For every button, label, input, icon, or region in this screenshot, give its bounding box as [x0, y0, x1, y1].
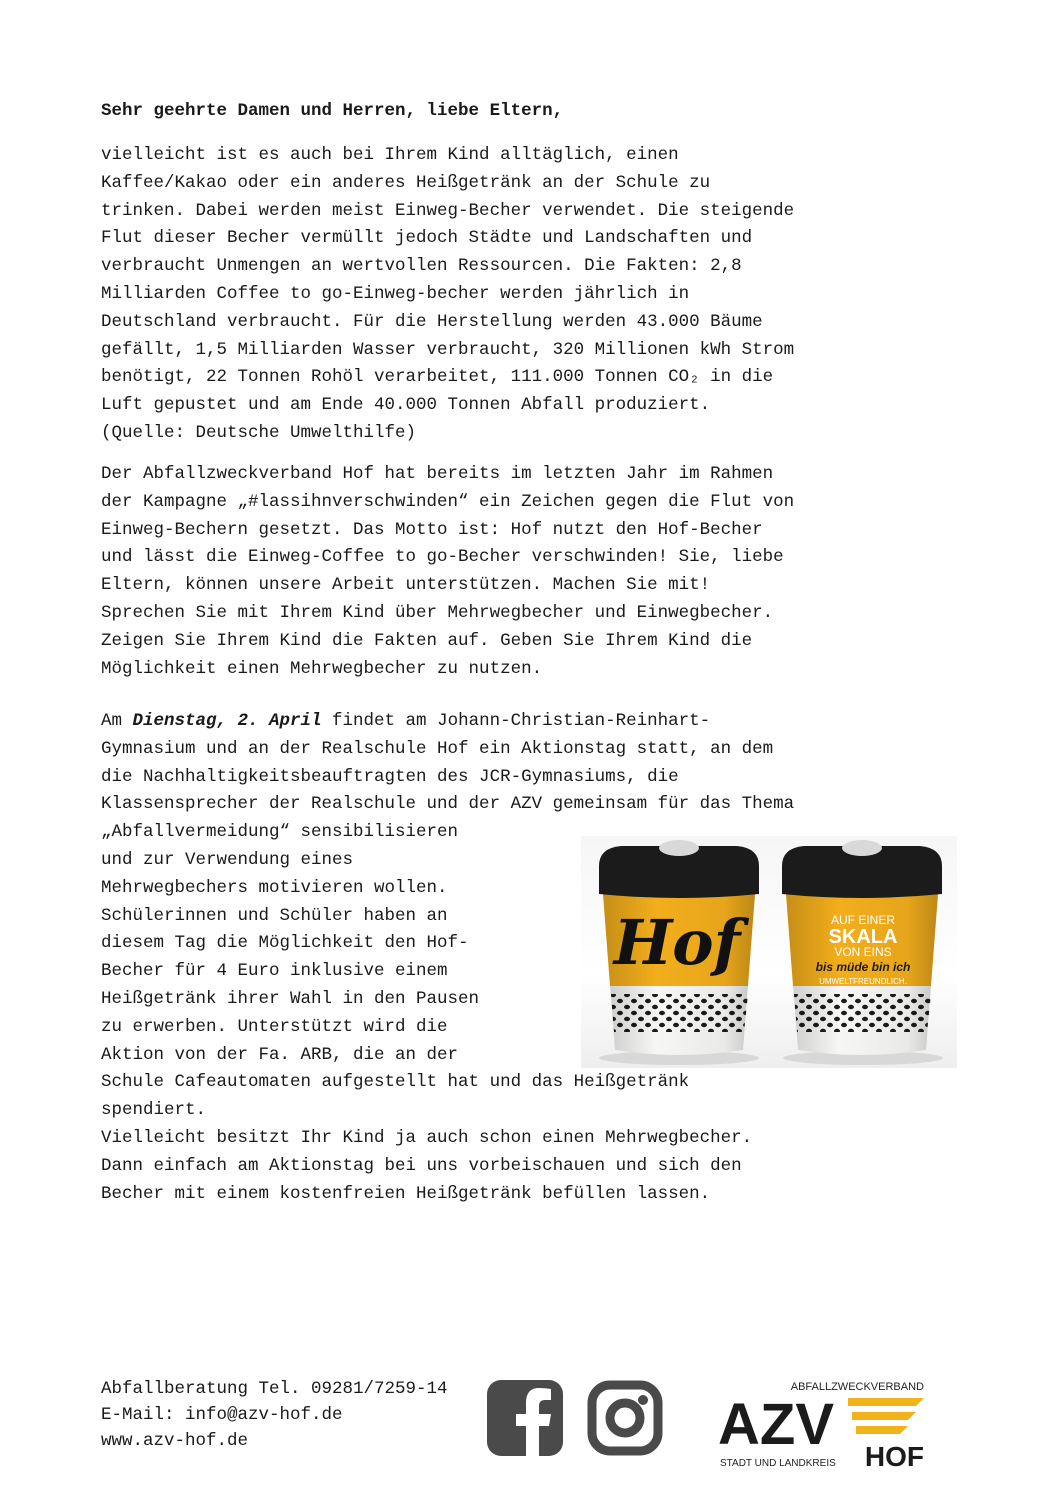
cup-skala: [782, 840, 942, 1055]
cup-hof: [599, 840, 759, 1055]
footer-email[interactable]: E-Mail: info@azv-hof.de: [101, 1405, 343, 1425]
text-line: Deutschland verbraucht. Für die Herstellung werden 43.000 Bäume: [101, 311, 763, 332]
text-line: diesem Tag die Möglichkeit den Hof-: [101, 933, 469, 954]
text-line: Schülerinnen und Schüler haben an: [101, 905, 448, 926]
facebook-icon[interactable]: [487, 1380, 563, 1461]
logo-bottom-right-text: HOF: [864, 1441, 924, 1468]
text-line: Eltern, können unsere Arbeit unterstützen. Machen Sie mit!: [101, 575, 711, 596]
footer-contact: [101, 1376, 448, 1454]
paragraph-campaign: [101, 461, 794, 683]
text-line: (Quelle: Deutsche Umwelthilfe): [101, 422, 417, 443]
cup-hof-label: Hof: [613, 906, 741, 979]
cup-text-line: VON EINS: [834, 945, 892, 959]
text-line: Heißgetränk ihrer Wahl in den Pausen: [101, 988, 480, 1009]
text-line: die Nachhaltigkeitsbeauftragten des JCR-Gymnasiums, die: [101, 766, 679, 787]
date-emphasis: Dienstag, 2. April: [132, 711, 322, 731]
text-line: benötigt, 22 Tonnen Rohöl verarbeitet, 111.000 Tonnen CO₂ in die: [101, 367, 774, 388]
text-line: gefällt, 1,5 Milliarden Wasser verbraucht, 320 Millionen kWh Strom: [101, 339, 795, 360]
text-line: Kaffee/Kakao oder ein anderes Heißgetränk an der Schule zu: [101, 172, 711, 193]
text-line: Flut dieser Becher vermüllt jedoch Städte und Landschaften und: [101, 228, 753, 249]
footer-website[interactable]: www.azv-hof.de: [101, 1431, 249, 1451]
hof-cups-photo: [581, 836, 957, 1068]
cup-text-line: SKALA: [828, 926, 898, 948]
text-line: Becher für 4 Euro inklusive einem: [101, 961, 448, 982]
text-line: verbraucht Unmengen an wertvollen Ressourcen. Die Fakten: 2,8: [101, 256, 742, 277]
text-line: vielleicht ist es auch bei Ihrem Kind alltäglich, einen: [101, 145, 679, 165]
logo-bottom-left-text: STADT UND LANDKREIS: [720, 1458, 836, 1468]
cup-text-line: UMWELTFREUNDLICH.: [819, 977, 907, 986]
text-line: Milliarden Coffee to go-Einweg-becher werden jährlich in: [101, 283, 690, 304]
text-fragment: Am: [101, 711, 133, 731]
text-line: spendiert.: [101, 1100, 207, 1121]
text-line: und zur Verwendung eines: [101, 849, 354, 870]
text-line: Luft gepustet und am Ende 40.000 Tonnen Abfall produziert.: [101, 395, 711, 416]
text-line: Aktion von der Fa. ARB, die an der: [101, 1044, 459, 1065]
text-line: Becher mit einem kostenfreien Heißgetränk befüllen lassen.: [101, 1183, 711, 1204]
text-line: Mehrwegbechers motivieren wollen.: [101, 877, 448, 898]
text-line: Möglichkeit einen Mehrwegbecher zu nutzen.: [101, 658, 543, 679]
paragraph-facts: [101, 142, 794, 448]
text-line: zu erwerben. Unterstützt wird die: [101, 1016, 448, 1037]
instagram-icon[interactable]: [587, 1380, 663, 1461]
text-line: Dann einfach am Aktionstag bei uns vorbeischauen und sich den: [101, 1155, 742, 1176]
text-line: [101, 708, 794, 736]
text-line: der Kampagne „#lassihnverschwinden“ ein Zeichen gegen die Flut von: [101, 491, 795, 512]
hof-cups-illustration: [581, 836, 957, 1068]
text-line: und lässt die Einweg-Coffee to go-Becher verschwinden! Sie, liebe: [101, 547, 784, 568]
text-line: Klassensprecher der Realschule und der AZV gemeinsam für das Thema: [101, 794, 795, 815]
cup-text-line: AUF EINER: [830, 913, 896, 927]
text-line: Schule Cafeautomaten aufgestellt hat und das Heißgetränk: [101, 1072, 690, 1093]
text-line: Einweg-Bechern gesetzt. Das Motto ist: Hof nutzt den Hof-Becher: [101, 519, 763, 540]
cup-text-line: bis müde bin ich: [815, 960, 911, 974]
text-line: trinken. Dabei werden meist Einweg-Becher verwendet. Die steigende: [101, 200, 795, 221]
logo-top-text: ABFALLZWECKVERBAND: [790, 1381, 924, 1393]
azv-hof-logo: [718, 1378, 928, 1468]
footer-phone: Abfallberatung Tel. 09281/7259-14: [101, 1379, 448, 1399]
text-line: Zeigen Sie Ihrem Kind die Fakten auf. Geben Sie Ihrem Kind die: [101, 630, 753, 651]
salutation: Sehr geehrte Damen und Herren, liebe Eltern,: [101, 101, 564, 121]
text-line: Der Abfallzweckverband Hof hat bereits im letzten Jahr im Rahmen: [101, 464, 774, 484]
text-line: Vielleicht besitzt Ihr Kind ja auch schon einen Mehrwegbecher.: [101, 1127, 753, 1148]
text-line: „Abfallvermeidung“ sensibilisieren: [101, 822, 459, 843]
text-line: Gymnasium und an der Realschule Hof ein Aktionstag statt, an dem: [101, 738, 774, 759]
text-fragment: findet am Johann-Christian-Reinhart-: [321, 711, 711, 731]
logo-main-text: AZV: [718, 1392, 834, 1457]
text-line: Sprechen Sie mit Ihrem Kind über Mehrwegbecher und Einwegbecher.: [101, 602, 774, 623]
